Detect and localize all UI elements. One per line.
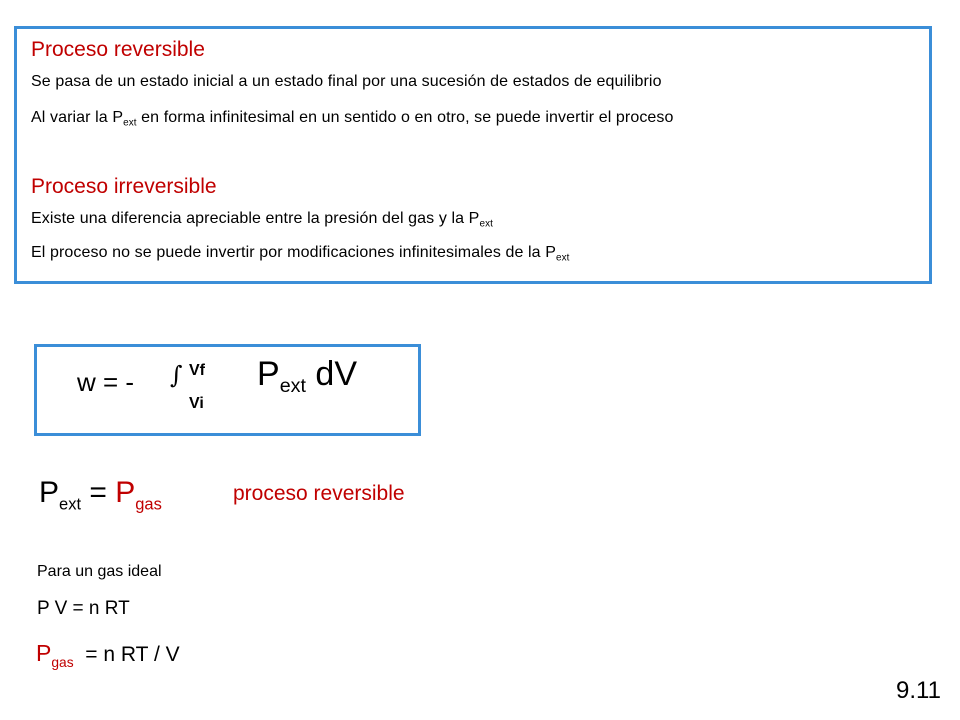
pressure-dv: $P_{ext}$ dV [257,355,358,397]
ideal-gas-law: P V = n RT [37,598,130,619]
pgas-expression: $P_{gas} = n$ RT / V [36,640,180,671]
reversible-heading: Proceso reversible [31,38,205,61]
irreversible-heading: Proceso irreversible [31,175,217,198]
irreversible-line-1: Existe una diferencia apreciable entre la presión del gas y la $P_{ext}$ [31,210,493,230]
reversible-process-label: proceso reversible [233,482,405,505]
integral-sign: ∫ [170,361,183,389]
definitions-box [14,26,932,284]
page-number: 9.11 [896,677,941,704]
lower-limit: Vi [189,395,204,412]
work-lhs: w = - [77,367,135,397]
pressure-equality: $P_{ext} = P_{gas}$ [39,476,162,514]
reversible-line-1: Se pasa de un estado inicial a un estado final por una sucesión de estados de equilibrio [31,73,662,90]
work-formula-box [34,344,421,436]
upper-limit: Vf [189,362,205,379]
reversible-line-2: Al variar la $P_{ext}$ en forma infinitesimal en un sentido o en otro, se puede invertir el proceso [31,109,674,129]
ideal-gas-intro: Para un gas ideal [37,563,162,580]
irreversible-line-2: El proceso no se puede invertir por modificaciones infinitesimales de la $P_{ext}$ [31,244,570,264]
